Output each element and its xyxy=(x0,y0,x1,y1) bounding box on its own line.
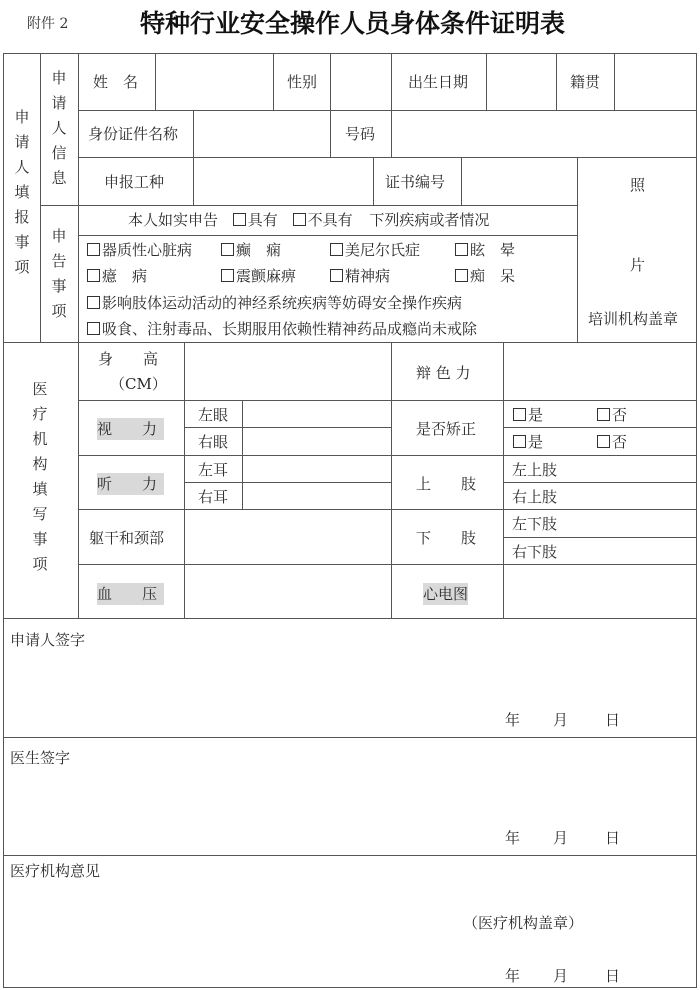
divider xyxy=(78,110,696,111)
condition-label: 癫 痫 xyxy=(236,241,282,259)
condition-label: 癔 病 xyxy=(102,267,148,285)
divider xyxy=(391,342,392,618)
left-ear-field[interactable] xyxy=(244,457,390,481)
color-sense-field[interactable] xyxy=(505,344,695,399)
condition-label: 精神病 xyxy=(345,267,391,285)
declare-items-label: 申告事项 xyxy=(51,227,67,320)
divider xyxy=(184,482,391,483)
doctor-signature-field[interactable] xyxy=(5,772,695,817)
upper-limb-label: 上 肢 xyxy=(416,475,477,493)
declaration-suffix: 下列疾病或者情况 xyxy=(369,211,490,229)
left-upper-limb-label: 左上肢 xyxy=(512,461,558,479)
cert-number-label: 证书编号 xyxy=(385,173,446,191)
table-border-bottom xyxy=(3,987,697,988)
divider xyxy=(78,509,696,510)
blood-pressure-label: 血 压 xyxy=(97,583,164,605)
applicant-date-month: 月 xyxy=(553,711,569,729)
photo-label-2: 片 xyxy=(630,256,646,274)
blood-pressure-field[interactable] xyxy=(186,566,390,617)
checkbox-icon xyxy=(597,408,610,421)
id-doc-name-field[interactable] xyxy=(195,112,329,156)
native-place-label: 籍贯 xyxy=(570,73,601,91)
checkbox-icon xyxy=(513,435,526,448)
doctor-date-month: 月 xyxy=(553,829,569,847)
condition-menieres[interactable] xyxy=(330,241,420,259)
have-checkbox[interactable] xyxy=(233,211,278,229)
left-eye-field[interactable] xyxy=(244,402,390,426)
applicant-signature-field[interactable] xyxy=(5,655,695,700)
height-label: 身 高 xyxy=(98,350,159,368)
checkbox-icon xyxy=(221,269,234,282)
checkbox-icon xyxy=(455,269,468,282)
right-ear-label: 右耳 xyxy=(198,488,229,506)
applicant-section-label: 申请人填报事项 xyxy=(14,108,30,276)
divider xyxy=(3,855,697,856)
divider xyxy=(503,427,696,428)
applicant-signature-label: 申请人签字 xyxy=(10,631,86,649)
doctor-signature-label: 医生签字 xyxy=(10,749,71,767)
training-stamp-label: 培训机构盖章 xyxy=(588,310,679,328)
divider xyxy=(78,235,577,236)
not-have-checkbox[interactable] xyxy=(293,211,353,229)
job-type-field[interactable] xyxy=(195,159,372,204)
divider xyxy=(78,157,696,158)
applicant-info-label: 申请人信息 xyxy=(51,69,67,187)
name-label: 姓 名 xyxy=(93,73,139,91)
right-eye-label: 右眼 xyxy=(198,433,229,451)
job-type-label: 申报工种 xyxy=(104,173,165,191)
opinion-date-day: 日 xyxy=(605,967,621,985)
condition-drug-addiction[interactable] xyxy=(87,320,477,338)
checkbox-icon xyxy=(330,269,343,282)
right-corrected-yes[interactable] xyxy=(513,433,543,451)
divider xyxy=(40,205,577,206)
photo-label-1: 照 xyxy=(630,176,646,194)
condition-label: 吸食、注射毒品、长期服用依赖性精神药品成瘾尚未戒除 xyxy=(102,320,478,338)
right-upper-limb-label: 右上肢 xyxy=(512,488,558,506)
divider xyxy=(503,482,696,483)
condition-dementia[interactable] xyxy=(455,267,515,285)
name-field[interactable] xyxy=(157,55,272,109)
declaration-prefix: 本人如实申告 xyxy=(128,211,219,229)
divider xyxy=(3,618,697,619)
yes-label: 是 xyxy=(528,406,544,424)
have-label: 具有 xyxy=(247,211,278,229)
divider xyxy=(461,157,462,205)
divider xyxy=(373,157,374,205)
annex-label: 附件 2 xyxy=(27,16,69,32)
native-place-field[interactable] xyxy=(616,55,695,109)
medical-stamp-label: （医疗机构盖章） xyxy=(463,914,584,932)
divider xyxy=(3,342,697,343)
divider xyxy=(330,53,331,157)
divider xyxy=(503,342,504,618)
checkbox-icon xyxy=(330,243,343,256)
id-number-field[interactable] xyxy=(393,112,695,156)
left-ear-label: 左耳 xyxy=(198,461,229,479)
divider xyxy=(78,53,79,618)
hearing-label: 听 力 xyxy=(97,473,164,495)
applicant-date-day: 日 xyxy=(605,711,621,729)
gender-field[interactable] xyxy=(332,55,390,109)
checkbox-icon xyxy=(87,296,100,309)
checkbox-icon xyxy=(87,269,100,282)
left-eye-label: 左眼 xyxy=(198,406,229,424)
condition-label: 影响肢体运动活动的神经系统疾病等妨碍安全操作疾病 xyxy=(102,294,463,312)
left-corrected-no[interactable] xyxy=(597,406,627,424)
checkbox-icon xyxy=(221,243,234,256)
declaration-line xyxy=(128,211,489,229)
divider xyxy=(78,400,696,401)
condition-label: 眩 晕 xyxy=(470,241,516,259)
right-eye-field[interactable] xyxy=(244,429,390,454)
table-border-right xyxy=(696,53,697,988)
checkbox-icon xyxy=(513,408,526,421)
condition-vertigo[interactable] xyxy=(455,241,515,259)
id-doc-name-label: 身份证件名称 xyxy=(88,125,179,143)
vision-label: 视 力 xyxy=(97,418,164,440)
divider xyxy=(556,53,557,110)
condition-hysteria[interactable] xyxy=(87,267,147,285)
condition-label: 痴 呆 xyxy=(470,267,516,285)
condition-mental-illness[interactable] xyxy=(330,267,390,285)
right-ear-field[interactable] xyxy=(244,484,390,508)
table-border-top xyxy=(3,53,697,54)
corrected-label: 是否矫正 xyxy=(416,420,477,438)
checkbox-icon xyxy=(597,435,610,448)
medical-section-label: 医疗机构填写事项 xyxy=(32,380,48,573)
lower-limb-label: 下 肢 xyxy=(416,529,477,547)
height-field[interactable] xyxy=(186,344,390,399)
no-label: 否 xyxy=(612,406,628,424)
condition-neuro-disease[interactable] xyxy=(87,294,462,312)
checkbox-icon xyxy=(455,243,468,256)
condition-epilepsy[interactable] xyxy=(221,241,281,259)
condition-label: 震颤麻痹 xyxy=(236,267,297,285)
id-number-label: 号码 xyxy=(345,125,376,143)
cert-number-field[interactable] xyxy=(463,159,576,204)
gender-label: 性别 xyxy=(287,73,318,91)
divider xyxy=(78,564,696,565)
ecg-label: 心电图 xyxy=(423,585,469,603)
medical-opinion-field[interactable] xyxy=(5,885,455,975)
not-have-label: 不具有 xyxy=(307,211,353,229)
divider xyxy=(486,53,487,110)
page-title: 特种行业安全操作人员身体条件证明表 xyxy=(140,9,566,38)
birth-date-field[interactable] xyxy=(488,55,555,109)
color-sense-label: 辩 色 力 xyxy=(416,364,471,382)
applicant-date-year: 年 xyxy=(505,711,521,729)
divider xyxy=(391,110,392,157)
checkbox-icon xyxy=(293,213,306,226)
divider xyxy=(155,53,156,110)
divider xyxy=(184,427,391,428)
divider xyxy=(184,342,185,618)
ecg-field[interactable] xyxy=(505,566,695,617)
condition-label: 器质性心脏病 xyxy=(102,241,193,259)
condition-parkinsons[interactable] xyxy=(221,267,296,285)
checkbox-icon xyxy=(233,213,246,226)
checkbox-icon xyxy=(87,243,100,256)
divider xyxy=(391,53,392,110)
height-unit-label: （CM） xyxy=(110,375,167,393)
table-border-left xyxy=(3,53,4,988)
divider xyxy=(577,157,578,342)
doctor-date-year: 年 xyxy=(505,829,521,847)
doctor-date-day: 日 xyxy=(605,829,621,847)
trunk-neck-field[interactable] xyxy=(186,511,390,563)
divider xyxy=(40,53,41,342)
divider xyxy=(3,737,697,738)
right-corrected-no[interactable] xyxy=(597,433,627,451)
trunk-neck-label: 躯干和颈部 xyxy=(89,529,165,547)
birth-date-label: 出生日期 xyxy=(408,73,469,91)
right-lower-limb-label: 右下肢 xyxy=(512,543,558,561)
opinion-date-month: 月 xyxy=(553,967,569,985)
no-label: 否 xyxy=(612,433,628,451)
left-corrected-yes[interactable] xyxy=(513,406,543,424)
divider xyxy=(503,537,696,538)
medical-opinion-label: 医疗机构意见 xyxy=(10,862,101,880)
yes-label: 是 xyxy=(528,433,544,451)
opinion-date-year: 年 xyxy=(505,967,521,985)
divider xyxy=(614,53,615,110)
condition-label: 美尼尔氏症 xyxy=(345,241,421,259)
checkbox-icon xyxy=(87,322,100,335)
divider xyxy=(273,53,274,110)
left-lower-limb-label: 左下肢 xyxy=(512,515,558,533)
divider xyxy=(78,455,696,456)
condition-organic-heart-disease[interactable] xyxy=(87,241,192,259)
